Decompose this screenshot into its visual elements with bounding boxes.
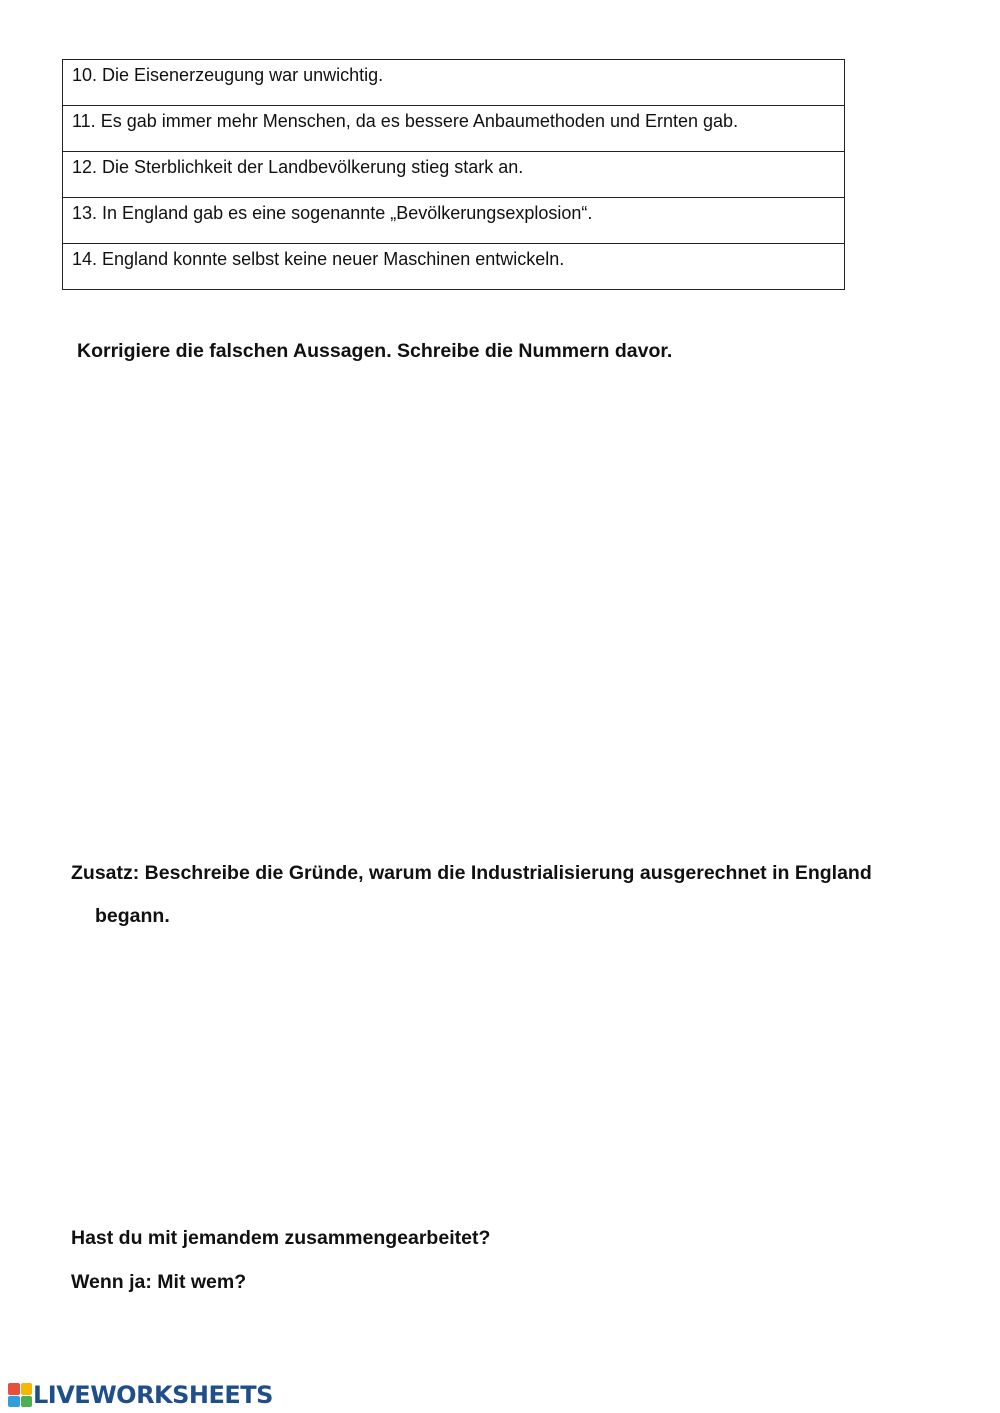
statement-cell-12	[63, 152, 845, 198]
statement-text: 12. Die Sterblichkeit der Landbevölkerung stieg stark an.	[72, 157, 524, 177]
collaboration-question: Hast du mit jemandem zusammengearbeitet?	[71, 1227, 491, 1249]
statement-cell-10	[63, 60, 845, 106]
logo-square-yellow	[21, 1383, 33, 1395]
statement-cell-14	[63, 244, 845, 290]
logo-square-blue	[8, 1396, 20, 1408]
liveworksheets-logo-icon	[8, 1383, 32, 1407]
statements-table	[62, 59, 845, 290]
statement-text: 11. Es gab immer mehr Menschen, da es bessere Anbaumethoden und Ernten gab.	[72, 111, 739, 131]
statement-cell-11	[63, 106, 845, 152]
statement-text: 13. In England gab es eine sogenannte „Bevölkerungsexplosion“.	[72, 203, 593, 223]
table-row	[63, 198, 845, 244]
table-row	[63, 152, 845, 198]
logo-square-red	[8, 1383, 20, 1395]
table-row	[63, 244, 845, 290]
zusatz-instruction-line2: begann.	[95, 905, 170, 927]
collaboration-who-question: Wenn ja: Mit wem?	[71, 1271, 247, 1293]
logo-square-green	[21, 1396, 33, 1408]
liveworksheets-brand	[8, 1380, 273, 1410]
zusatz-instruction-line1: Zusatz: Beschreibe die Gründe, warum die Industrialisierung ausgerechnet in England	[71, 862, 872, 884]
statement-text: 10. Die Eisenerzeugung war unwichtig.	[72, 65, 384, 85]
liveworksheets-wordmark: LIVEWORKSHEETS	[33, 1381, 273, 1409]
table-row	[63, 106, 845, 152]
statement-cell-13	[63, 198, 845, 244]
statement-text: 14. England konnte selbst keine neuer Maschinen entwickeln.	[72, 249, 565, 269]
correct-statements-instruction: Korrigiere die falschen Aussagen. Schreibe die Nummern davor.	[77, 340, 673, 362]
table-row	[63, 60, 845, 106]
